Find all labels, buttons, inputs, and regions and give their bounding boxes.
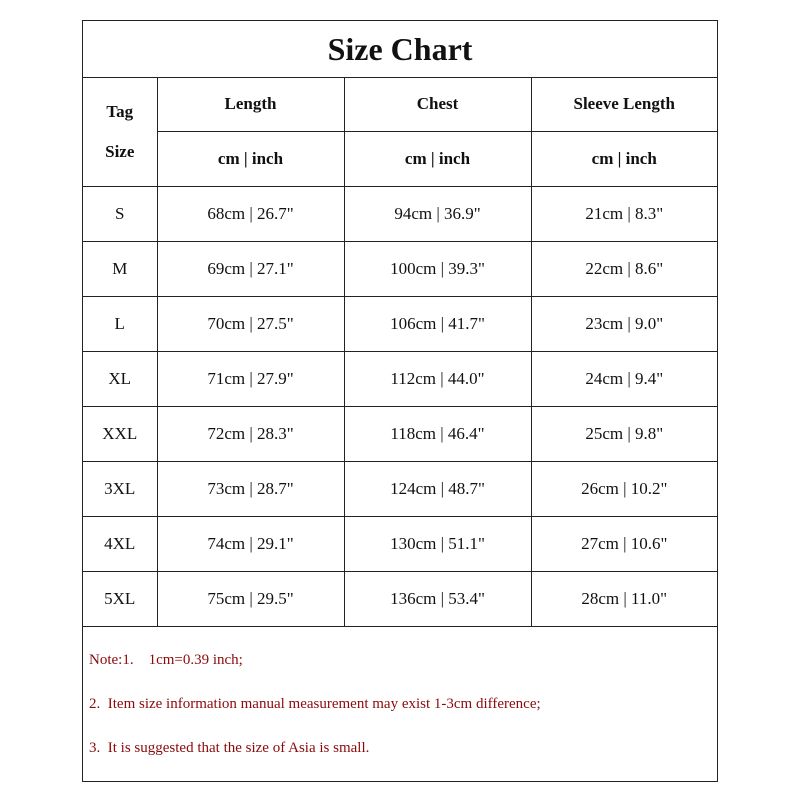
length-cell: 72cm | 28.3"	[157, 407, 344, 462]
size-cell: S	[83, 187, 157, 242]
size-cell: XL	[83, 352, 157, 407]
size-cell: 3XL	[83, 462, 157, 517]
chest-cell: 100cm | 39.3"	[344, 242, 531, 297]
size-table	[83, 77, 717, 627]
length-cell: 70cm | 27.5"	[157, 297, 344, 352]
sleeve-cell: 26cm | 10.2"	[531, 462, 717, 517]
sleeve-cell: 25cm | 9.8"	[531, 407, 717, 462]
length-cell: 73cm | 28.7"	[157, 462, 344, 517]
size-label: Size	[105, 141, 135, 161]
chest-cell: 124cm | 48.7"	[344, 462, 531, 517]
sleeve-unit: cm | inch	[531, 132, 717, 187]
size-cell: M	[83, 242, 157, 297]
note-2: 2. Item size information manual measurement may exist 1-3cm difference;	[89, 696, 541, 712]
tag-label: Tag	[106, 101, 134, 121]
size-cell: 4XL	[83, 517, 157, 572]
size-cell: 5XL	[83, 572, 157, 627]
sleeve-cell: 28cm | 11.0"	[531, 572, 717, 627]
sleeve-cell: 27cm | 10.6"	[531, 517, 717, 572]
length-header: Length	[157, 77, 344, 132]
length-cell: 75cm | 29.5"	[157, 572, 344, 627]
size-cell: L	[83, 297, 157, 352]
table-row	[83, 297, 717, 352]
table-row	[83, 462, 717, 517]
length-unit: cm | inch	[157, 132, 344, 187]
sleeve-cell: 23cm | 9.0"	[531, 297, 717, 352]
table-row	[83, 352, 717, 407]
chest-cell: 94cm | 36.9"	[344, 187, 531, 242]
chest-cell: 136cm | 53.4"	[344, 572, 531, 627]
chest-cell: 112cm | 44.0"	[344, 352, 531, 407]
note-3: 3. It is suggested that the size of Asia is small.	[89, 740, 370, 756]
size-cell: XXL	[83, 407, 157, 462]
chest-unit: cm | inch	[344, 132, 531, 187]
sleeve-cell: 21cm | 8.3"	[531, 187, 717, 242]
header-row	[83, 77, 717, 132]
table-row	[83, 242, 717, 297]
length-cell: 71cm | 27.9"	[157, 352, 344, 407]
sleeve-cell: 24cm | 9.4"	[531, 352, 717, 407]
table-row	[83, 572, 717, 627]
tag-size-header	[83, 77, 157, 187]
chest-cell: 118cm | 46.4"	[344, 407, 531, 462]
chest-header: Chest	[344, 77, 531, 132]
sleeve-cell: 22cm | 8.6"	[531, 242, 717, 297]
length-cell: 69cm | 27.1"	[157, 242, 344, 297]
chest-cell: 106cm | 41.7"	[344, 297, 531, 352]
table-row	[83, 407, 717, 462]
unit-row	[83, 132, 717, 187]
size-chart-frame	[82, 20, 718, 782]
length-cell: 68cm | 26.7"	[157, 187, 344, 242]
chest-cell: 130cm | 51.1"	[344, 517, 531, 572]
table-row	[83, 187, 717, 242]
table-row	[83, 517, 717, 572]
note-1: Note:1. 1cm=0.39 inch;	[89, 652, 243, 668]
page-title: Size Chart	[327, 30, 473, 67]
length-cell: 74cm | 29.1"	[157, 517, 344, 572]
title-row	[83, 21, 717, 78]
sleeve-header: Sleeve Length	[531, 77, 717, 132]
